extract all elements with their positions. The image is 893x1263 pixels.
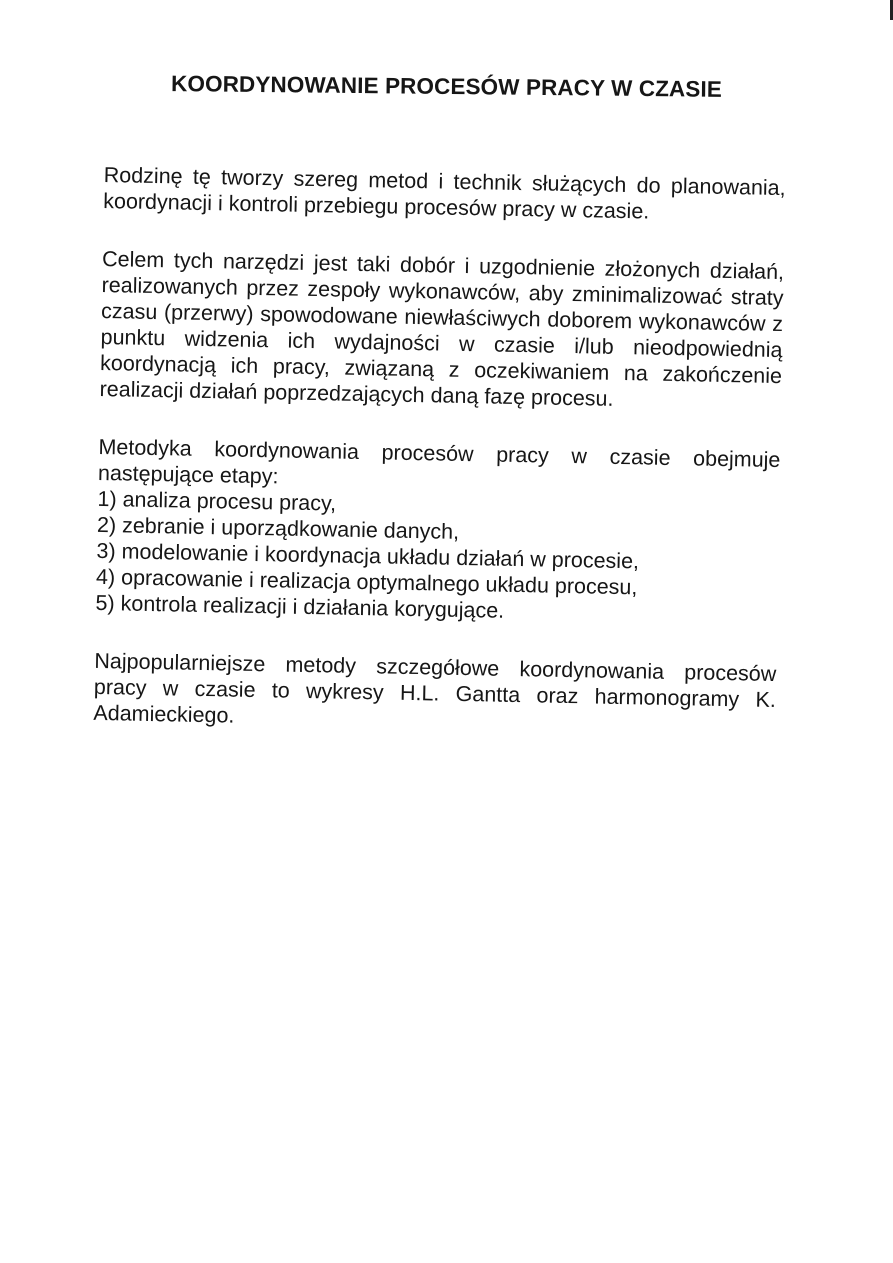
paragraph-methodology: Metodyka koordynowania procesów pracy w czasie obejmuje następujące etapy:	[97, 434, 781, 489]
steps-list	[95, 486, 779, 629]
list-item: 1) analiza procesu pracy,	[97, 486, 337, 516]
paragraph-purpose: Celem tych narzędzi jest taki dobór i uzgodnienie złożonych działań, realizowanych przez zespoły wykonawców, aby zminimalizować straty czasu (przerwy) spowodowane niewłaściwych doborem wykonawców z punktu widzenia ich wydajności w czasie i/lub nieodpowiednią koordynacją ich pracy, związaną z oczekiwaniem na zakończenie realizacji działań poprzedzających daną fazę procesu.	[99, 246, 785, 411]
list-item: 3) modelowanie i koordynacja układu działań w procesie,	[96, 538, 640, 574]
document-title: KOORDYNOWANIE PROCESÓW PRACY W CZASIE	[170, 71, 723, 102]
list-item: 2) zebranie i uporządkowanie danych,	[96, 512, 460, 544]
document-body	[93, 162, 786, 771]
paragraph-intro: Rodzinę tę tworzy szereg metod i technik służących do planowania, koordynacji i kontroli przebiegu procesów pracy w czasie.	[103, 162, 786, 224]
list-item: 5) kontrola realizacji i działania korygujące.	[95, 590, 505, 623]
paragraph-closing: Najpopularniejsze metody szczegółowe koordynowania procesów pracy w czasie to wykresy H.L. Gantta oraz harmonogramy K. Adamieckiego.	[93, 648, 777, 728]
list-item: 4) opracowanie i realizacja optymalnego układu procesu,	[95, 564, 638, 600]
